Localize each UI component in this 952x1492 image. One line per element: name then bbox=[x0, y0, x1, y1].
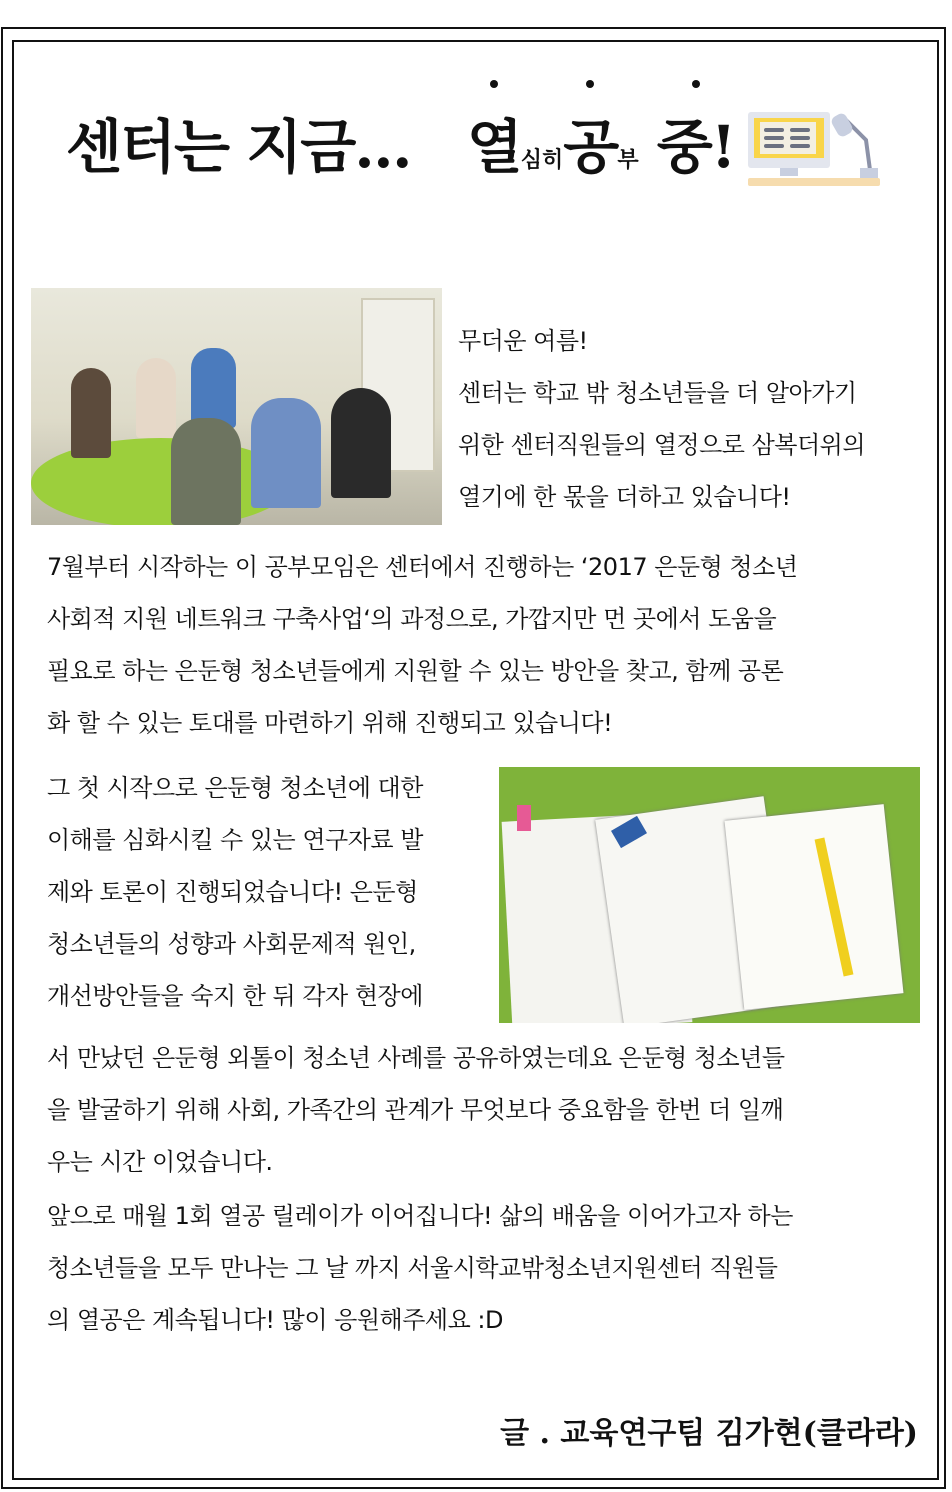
para-line: 우는 시간 이었습니다. bbox=[47, 1148, 273, 1176]
title-gong-sub: 부 bbox=[617, 147, 639, 173]
para-line: 7월부터 시작하는 이 공부모임은 센터에서 진행하는 ‘2017 은둔형 청소년 bbox=[47, 553, 798, 581]
para-line: 이해를 심화시킬 수 있는 연구자료 발 bbox=[47, 826, 423, 854]
research-papers-photo bbox=[499, 767, 920, 1023]
para-line: 청소년들의 성향과 사회문제적 원인, bbox=[47, 930, 416, 958]
para-line: 필요로 하는 은둔형 청소년들에게 지원할 수 있는 방안을 찾고, 함께 공론 bbox=[47, 657, 784, 685]
title-yeol: 열 bbox=[467, 100, 521, 184]
intro-line: 무더운 여름! bbox=[458, 327, 588, 355]
author-signature: 글 . 교육연구팀 김가현(클라라) bbox=[500, 1416, 918, 1451]
para-line: 제와 토론이 진행되었습니다! 은둔형 bbox=[47, 878, 418, 906]
study-meeting-photo bbox=[31, 288, 442, 525]
intro-line: 위한 센터직원들의 열정으로 삼복더위의 bbox=[458, 431, 866, 459]
para-line: 청소년들을 모두 만나는 그 날 까지 서울시학교밖청소년지원센터 직원들 bbox=[47, 1254, 778, 1282]
para-line: 사회적 지원 네트워크 구축사업‘의 과정으로, 가깝지만 먼 곳에서 도움을 bbox=[47, 605, 777, 633]
para-line: 개선방안들을 숙지 한 뒤 각자 현장에 bbox=[47, 982, 423, 1010]
title-yeol-sub: 심히 bbox=[520, 147, 564, 173]
intro-line: 열기에 한 몫을 더하고 있습니다! bbox=[458, 483, 791, 511]
para-line: 의 열공은 계속됩니다! 많이 응원해주세요 :D bbox=[47, 1306, 503, 1334]
para-line: 을 발굴하기 위해 사회, 가족간의 관계가 무엇보다 중요함을 한번 더 일깨 bbox=[47, 1096, 784, 1124]
title-gong: 공 bbox=[563, 100, 617, 184]
title-jung: 중! bbox=[657, 100, 735, 184]
para-line: 앞으로 매월 1회 열공 릴레이가 이어집니다! 삶의 배움을 이어가고자 하는 bbox=[47, 1202, 793, 1230]
page-title bbox=[66, 100, 734, 210]
title-main: 센터는 지금… bbox=[66, 113, 411, 181]
intro-line: 센터는 학교 밖 청소년들을 더 알아가기 bbox=[458, 379, 857, 407]
para-line: 화 할 수 있는 토대를 마련하기 위해 진행되고 있습니다! bbox=[47, 709, 613, 737]
para-line: 그 첫 시작으로 은둔형 청소년에 대한 bbox=[47, 774, 423, 802]
para-line: 서 만났던 은둔형 외톨이 청소년 사례를 공유하였는데요 은둔형 청소년들 bbox=[47, 1044, 785, 1072]
study-desk-icon bbox=[746, 110, 882, 190]
